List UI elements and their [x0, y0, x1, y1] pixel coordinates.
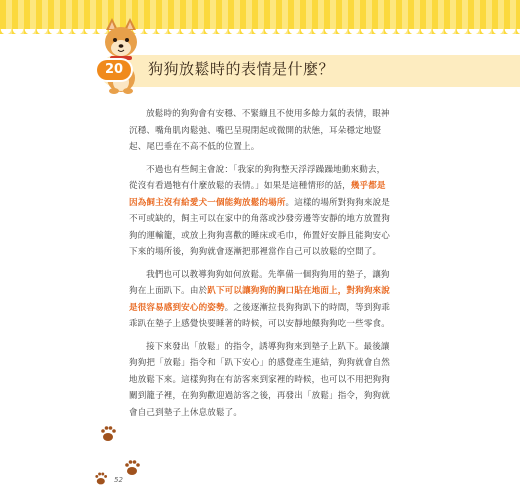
paragraph-text: 接下來發出「放鬆」的指令，誘導狗狗來到墊子上趴下。最後讓狗狗把「放鬆」指令和「趴下安心」的感覺產生連結，狗狗就會自然地放鬆下來。這樣狗狗在有訪客來到家裡的時候，也可以不用把狗狗關到籠子裡，在狗狗歡迎過訪客之後，再發出「放鬆」指令，狗狗就會自己到墊子上休息放鬆了。	[129, 341, 390, 418]
top-decorative-banner	[0, 0, 520, 34]
paragraph	[129, 162, 394, 261]
paragraph-text: 不過也有些飼主會說：「我家的狗狗整天浮浮躁躁地動來動去，從沒有看過牠有什麼放鬆的表情。」如果是這種情形的話，	[129, 164, 386, 191]
paragraph	[129, 339, 394, 422]
highlighted-text: 幾乎都是因為飼主沒有給愛犬一個能夠放鬆的場所	[129, 181, 386, 208]
paragraph	[129, 106, 394, 156]
paragraph-text: 我們也可以教導狗狗如何放鬆。先準備一個狗狗用的墊子，讓狗狗在上面趴下。由於	[129, 269, 390, 296]
body-text	[129, 106, 394, 427]
paw-print-icon	[92, 420, 152, 496]
chapter-title: 狗狗放鬆時的表情是什麼？	[148, 60, 335, 78]
paragraph	[129, 267, 394, 333]
page-number: 52	[114, 476, 123, 484]
highlighted-text: 趴下可以讓狗狗的胸口貼在地面上，對狗狗來說是很容易感到安心的姿勢	[129, 286, 390, 313]
paragraph-text: 。之後逐漸拉長狗狗趴下的時間，等到狗乖乖趴在墊子上感覺快要睡著的時候，可以安靜地餵狗狗吃一些零食。	[129, 302, 390, 329]
shiba-mascot-icon	[96, 16, 146, 94]
chapter-number-badge: 20	[97, 60, 131, 80]
paragraph-text: 放鬆時的狗狗會有安穩、不緊繃且不使用多餘力氣的表情，眼神沉穩、嘴角肌肉鬆弛、嘴巴呈現閉起或微開的狀態，耳朵穩定地豎起、尾巴垂在不高不低的位置上。	[129, 109, 390, 152]
paragraph-text: 。這樣的場所對狗狗來說是不可或缺的，飼主可以在家中的角落或沙發旁邊等安靜的地方放置狗狗的運輸籠，或放上狗狗喜歡的睡床或毛巾，佈置好安靜且能夠安心下來的場所後，狗狗就會逐漸把那裡當作自己可以放鬆的空間了。	[129, 197, 390, 257]
